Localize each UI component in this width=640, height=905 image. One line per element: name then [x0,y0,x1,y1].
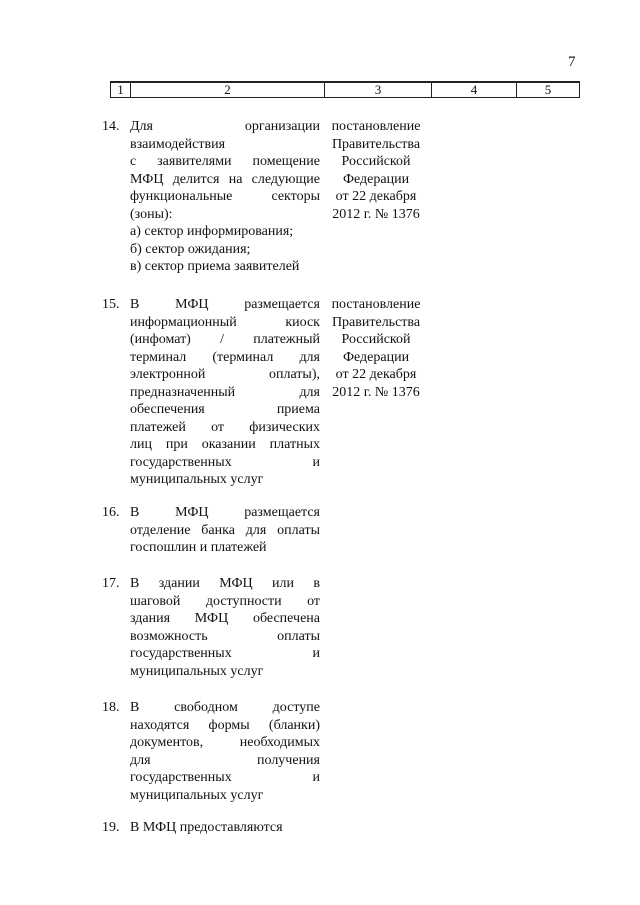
column-header-1: 1 [117,82,124,97]
legal-basis-line: Федерации [342,171,410,187]
description-line: с заявителями помещение [130,154,320,169]
description-line: электронной оплаты), [130,367,320,382]
column-header-4: 4 [431,83,516,97]
description-line: возможность оплаты [130,628,320,644]
row-number: 19. [102,820,120,835]
description-line: отделение банка для оплаты [130,522,320,538]
row-number: 17. [102,576,120,591]
description-line: В МФЦ размещается [130,505,320,520]
row-description [130,819,320,837]
legal-basis-line: Правительства [331,314,421,330]
legal-basis [324,296,428,401]
description-line: шаговой доступности от [130,593,320,609]
description-line: В здании МФЦ или в [130,576,320,591]
description-line: государственных и [130,646,320,661]
page-number: 7 [568,54,576,70]
description-line: а) сектор информирования; [130,224,294,239]
description-line: б) сектор ожидания; [130,241,251,257]
row-description [130,504,320,557]
legal-basis-line: Российской [341,154,411,169]
row-description [130,575,320,680]
description-line: предназначенный для [130,384,320,400]
column-header-3: 3 [324,83,431,97]
description-line: (инфомат) / платежный [130,332,320,347]
description-line: муниципальных услуг [130,663,264,679]
description-line: находятся формы (бланки) [130,717,320,733]
description-line: муниципальных услуг [130,472,264,487]
description-line: обеспечения приема [130,402,320,417]
legal-basis-line: 2012 г. № 1376 [332,206,420,222]
row-description [130,118,320,276]
description-line: государственных и [130,770,320,785]
legal-basis-line: постановление [331,297,421,312]
legal-basis-line: Федерации [342,349,410,365]
description-line: платежей от физических [130,419,320,435]
row-number: 18. [102,700,120,715]
legal-basis-line: от 22 декабря [335,367,417,382]
description-line: В свободном доступе [130,700,320,715]
description-line: Для организации [130,119,320,134]
description-line: информационный киоск [130,314,320,330]
legal-basis-line: постановление [331,119,421,134]
description-line: МФЦ делится на следующие [130,171,320,187]
description-line: здания МФЦ обеспечена [130,611,320,626]
description-line: муниципальных услуг [130,787,264,803]
description-line: взаимодействия [130,136,226,152]
column-header-table [110,81,580,98]
row-number: 15. [102,297,120,312]
description-line: функциональные секторы [130,189,320,204]
description-line: лиц при оказании платных [130,437,320,452]
row-number: 14. [102,119,120,134]
legal-basis-line: Российской [341,332,411,347]
legal-basis [324,118,428,223]
row-number: 16. [102,505,120,520]
description-line: в) сектор приема заявителей [130,259,300,274]
description-line: В МФЦ размещается [130,297,320,312]
column-header-2: 2 [130,83,324,97]
column-header-5: 5 [516,83,579,97]
description-line: документов, необходимых [130,735,320,750]
description-line: госпошлин и платежей [130,540,267,555]
legal-basis-line: Правительства [331,136,421,152]
description-line: для получения [130,752,320,768]
legal-basis-line: 2012 г. № 1376 [332,384,420,400]
description-line: государственных и [130,454,320,470]
description-line: (зоны): [130,206,173,222]
legal-basis-line: от 22 декабря [335,189,417,204]
description-line: терминал (терминал для [130,349,320,365]
row-description [130,699,320,804]
description-line: В МФЦ предоставляются [130,820,283,835]
row-description [130,296,320,489]
